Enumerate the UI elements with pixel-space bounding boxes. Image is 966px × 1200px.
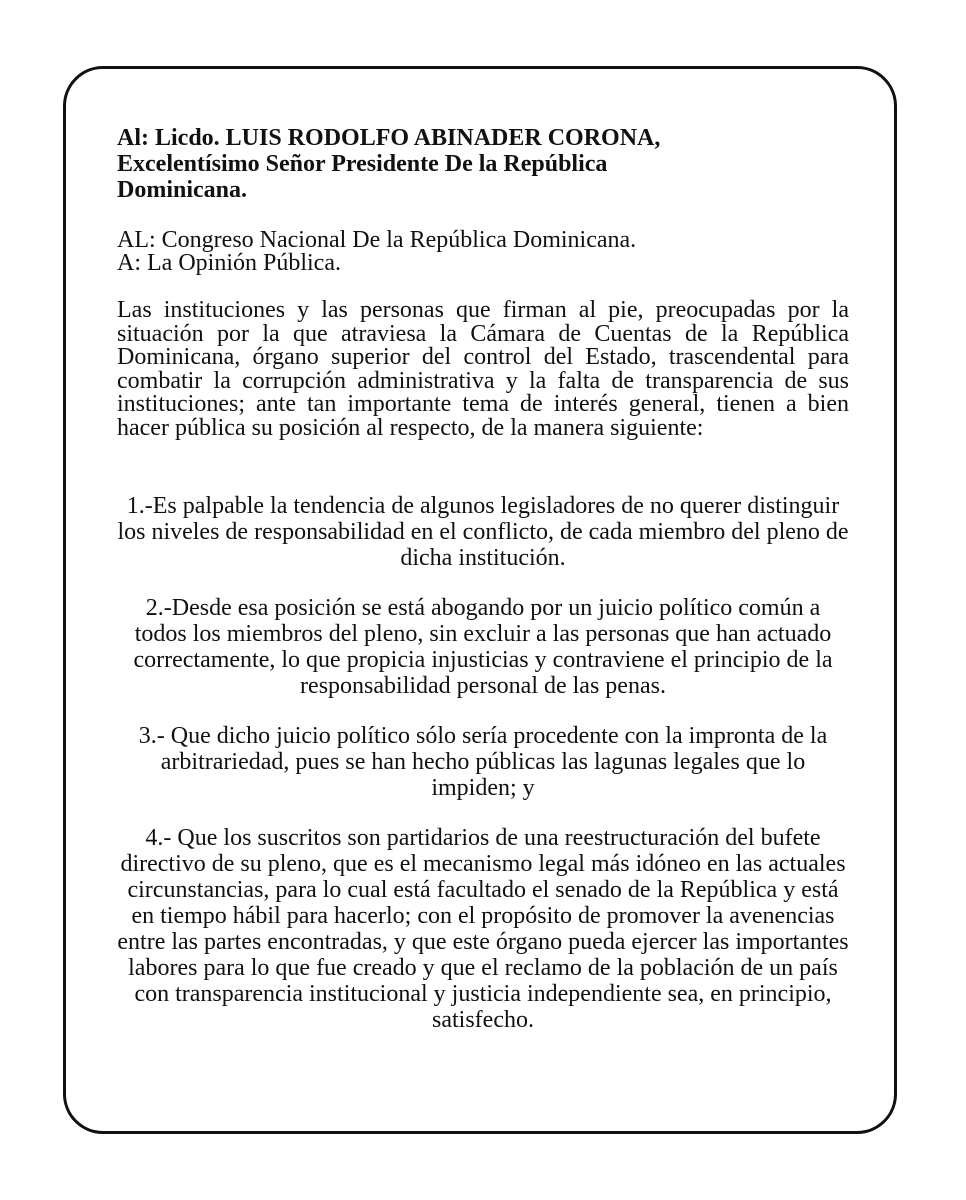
heading-line-3: Dominicana. — [117, 177, 248, 203]
point-4: 4.- Que los suscritos son partidarios de una reestructuración del bufete directivo de su pleno, que es el mecanismo legal más idóneo en las actuales circunstancias, para lo cual está facultado el senado de la República y está en tiempo hábil para hacerlo; con el propósito de promover la avenencias entre las partes encontradas, y que este órgano pueda ejercer las importantes labores para lo que fue creado y que el reclamo de la población de un país con transparencia institucional y justicia independiente sea, en principio, satisfecho. — [117, 825, 849, 1033]
points-list — [117, 493, 849, 1033]
point-1: 1.-Es palpable la tendencia de algunos legisladores de no querer distinguir los niveles de responsabilidad en el conflicto, de cada miembro del pleno de dicha institución. — [117, 493, 849, 571]
addressee-heading — [117, 125, 849, 203]
recipients-block — [117, 229, 849, 275]
point-2: 2.-Desde esa posición se está abogando por un juicio político común a todos los miembros del pleno, sin excluir a las personas que han actuado correctamente, lo que propicia injusticias y contraviene el principio de la responsabilidad personal de las penas. — [133, 595, 833, 699]
letter-body — [117, 125, 849, 1057]
heading-line-2: Excelentísimo Señor Presidente De la República — [117, 151, 608, 177]
point-3: 3.- Que dicho juicio político sólo sería procedente con la impronta de la arbitrariedad, pues se han hecho públicas las lagunas legales que lo impiden; y — [138, 723, 828, 801]
recipient-congress: AL: Congreso Nacional De la República Dominicana. — [117, 227, 637, 253]
recipient-public: A: La Opinión Pública. — [117, 250, 341, 276]
intro-paragraph: Las instituciones y las personas que firman al pie, preocupadas por la situación por la que atraviesa la Cámara de Cuentas de la República Dominicana, órgano superior del control del Estado, trascendental para combatir la corrupción administrativa y la falta de transparencia de sus instituciones; ante tan importante tema de interés general, tienen a bien hacer pública su posición al respecto, de la manera siguiente: — [117, 297, 849, 441]
heading-line-1: Al: Licdo. LUIS RODOLFO ABINADER CORONA, — [117, 125, 661, 151]
